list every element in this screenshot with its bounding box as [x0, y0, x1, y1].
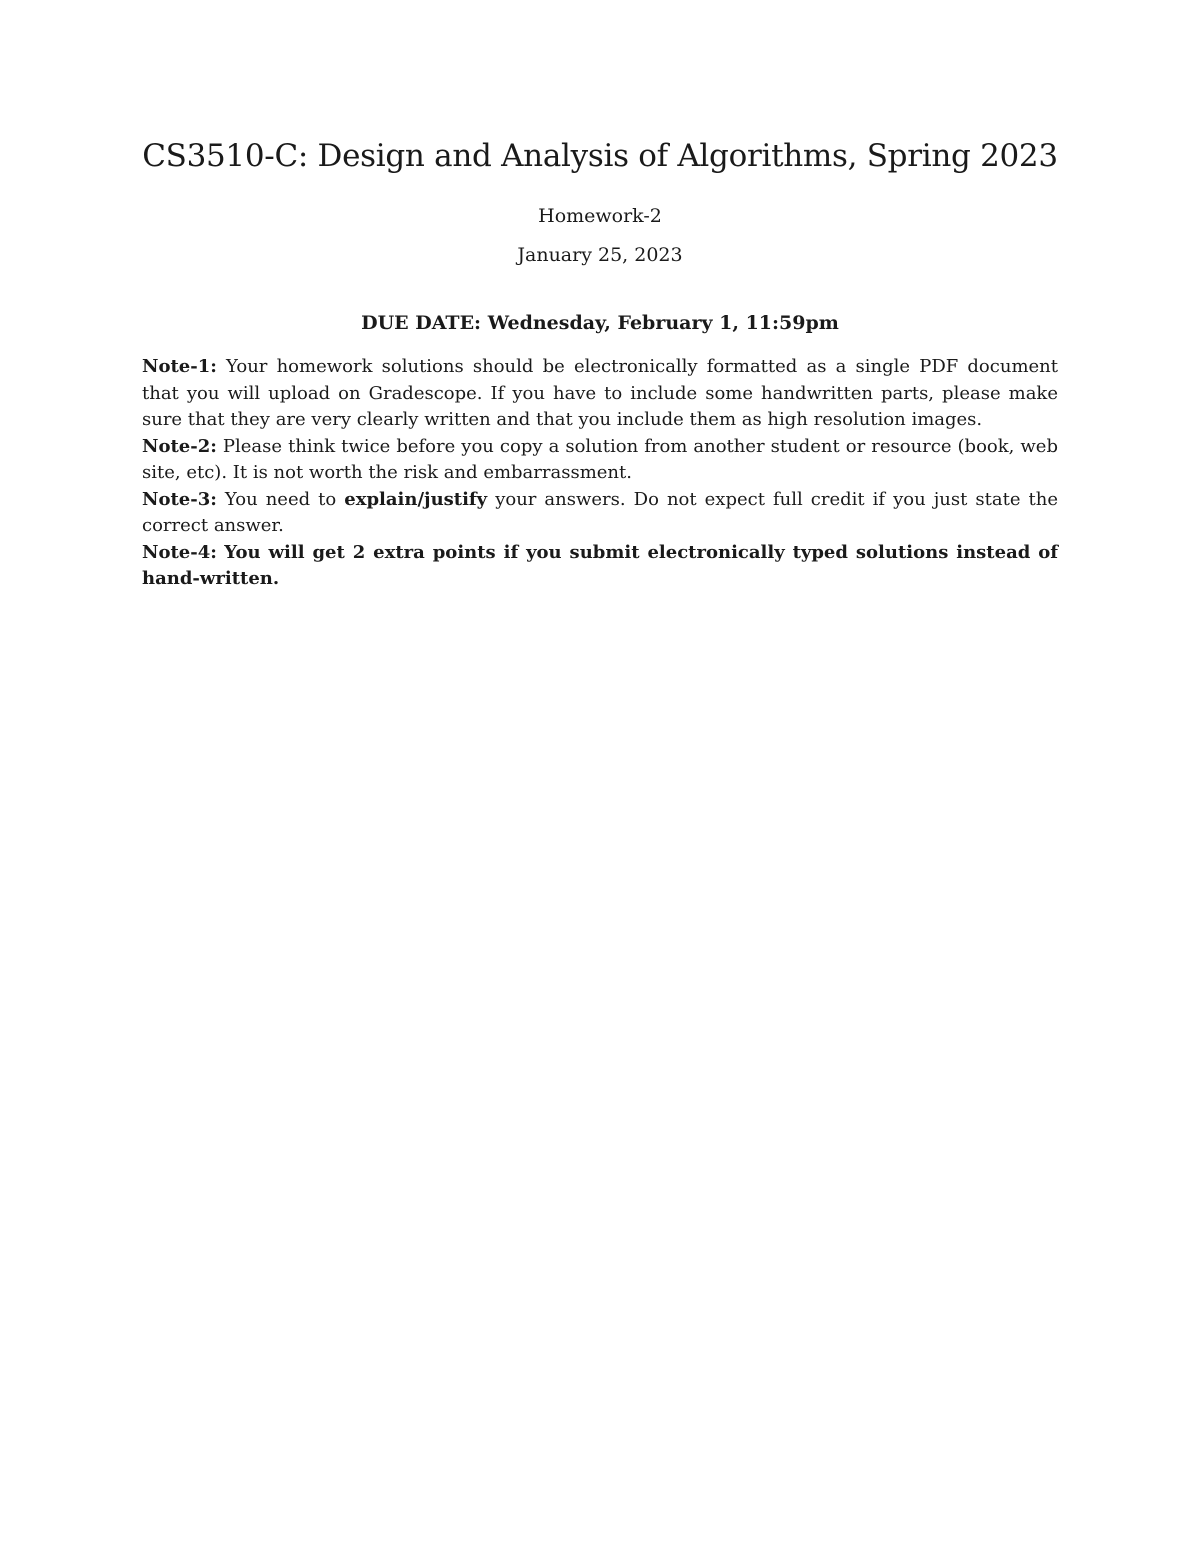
note-4-text: You will get 2 extra points if you submit electronically typed solutions instead of hand-written.: [142, 541, 1058, 589]
document-date: January 25, 2023: [517, 244, 683, 266]
note-3-text-after: your answers. Do not expect full credit if you just state the correct answer.: [142, 488, 1059, 536]
note-3: [142, 487, 1058, 540]
note-2-text: Please think twice before you copy a solution from another student or resource (book, web site, etc). It is not worth the risk and embarrassment.: [142, 435, 1058, 483]
due-date-value: Wednesday, February 1, 11:59pm: [487, 312, 839, 334]
note-3-label: Note-3:: [142, 488, 217, 510]
note-4-label: Note-4:: [142, 541, 217, 563]
note-3-text-before: You need to: [224, 488, 337, 510]
note-1-text: Your homework solutions should be electronically formatted as a single PDF document that you will upload on Gradescope. If you have to include some handwritten parts, please make sure that they are very clearly written and that you include them as high resolution images.: [142, 356, 1058, 430]
note-4: [142, 540, 1058, 593]
notes-section: [142, 354, 1058, 593]
note-1: [142, 354, 1058, 434]
note-1-label: Note-1:: [142, 356, 217, 377]
homework-label: Homework-2: [538, 205, 662, 227]
note-2-label: Note-2:: [142, 435, 217, 457]
note-2: [142, 434, 1058, 487]
due-date-label: DUE DATE:: [361, 312, 482, 334]
note-3-text-bold: explain/justify: [344, 488, 488, 510]
document-title: CS3510-C: Design and Analysis of Algorithms, Spring 2023: [142, 138, 1058, 174]
due-date-line: [0, 310, 1200, 336]
